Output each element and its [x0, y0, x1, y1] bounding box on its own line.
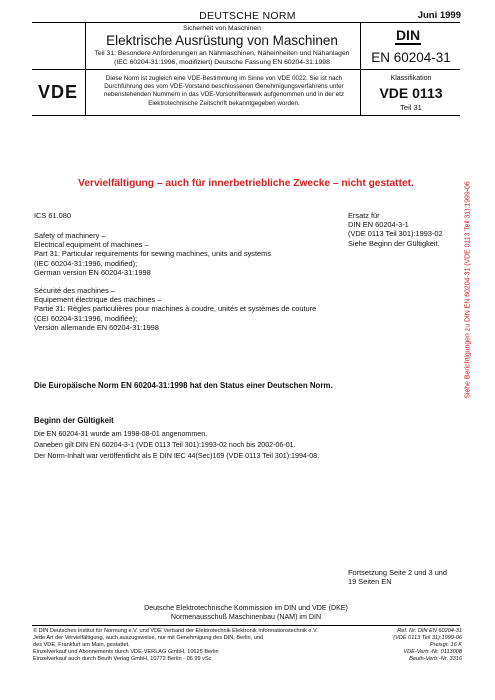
din-logo-text: DIN — [395, 27, 421, 43]
validity-line: Der Norm-Inhalt war veröffentlicht als E DIN IEC 44(Sec)169 (VDE 0113 Teil 301):1994-08. — [34, 452, 320, 460]
footer-ref-line: Preisgr. 16 K — [429, 642, 462, 648]
ics-code: ICS 61.080 — [34, 211, 71, 220]
footer-ref-line: VDE-Vertr.-Nr. 0113008 — [403, 649, 462, 655]
french-title-line: Version allemande EN 60204-31:1998 — [34, 322, 159, 332]
committee-line: Deutsche Elektrotechnische Kommission im DIN und VDE (DKE) — [144, 604, 348, 612]
classification-label: Klassifikation — [390, 75, 432, 82]
continuation-line: 19 Seiten EN — [348, 577, 392, 587]
status-statement: Die Europäische Norm EN 60204-31:1998 hat den Status einer Deutschen Norm. — [34, 381, 333, 390]
french-title-line: Sécurité des machines – — [34, 286, 115, 295]
english-title-line: Safety of machinery – — [34, 231, 106, 240]
footer-line: Einzelverkauf und Abonnements durch VDE-VERLAG GmbH, 10625 Berlin — [33, 649, 219, 655]
replacement-line: DIN EN 60204-3-1 — [348, 220, 409, 230]
replacement-line: Ersatz für — [348, 211, 380, 220]
footer-line: des VDE, Frankfurt am Main, gestattet. — [33, 642, 130, 648]
vde-note-line: Elektrotechnische Zeitschrift bekanntgegeben worden. — [148, 99, 300, 107]
english-title-line: German version EN 60204-31:1998 — [34, 267, 151, 277]
reference-footer — [372, 628, 462, 663]
validity-line: Daneben gilt DIN EN 60204-3-1 (VDE 0113 Teil 301):1993-02 noch bis 2002-06-01. — [34, 441, 296, 449]
vde-logo-text: VDE — [37, 82, 78, 102]
committee-line: Normenausschuß Maschinenbau (NAM) im DIN — [170, 613, 322, 621]
english-title-block — [34, 231, 334, 277]
footer-line: © DIN Deutsches Institut für Normung e.V. und VDE Verband der Elektrotechnik Elektronik Informationstechnik e.V. — [33, 628, 318, 634]
en-standard-number: EN 60204-31 — [371, 50, 451, 65]
corrigenda-side-text: Siehe Berichtigungen zu DIN EN 60204-31 (VDE 0113 Teil 31):1999-06 — [464, 181, 472, 399]
vde-classification-number: VDE 0113 — [379, 85, 443, 101]
document-subtitle — [85, 49, 359, 67]
publication-date: Juni 1999 — [417, 10, 461, 21]
vde-note-line: Diese Norm ist zugleich eine VDE-Bestimmung im Sinne von VDE 0022. Sie ist nach — [105, 75, 343, 82]
din-logo-underline — [395, 43, 421, 45]
vde-note-line: Durchführung des vom VDE-Vorstand beschlossenen Genehmigungsverfahrens unter — [104, 83, 344, 91]
english-title-line: (IEC 60204-31:1996, modified); — [34, 258, 138, 268]
french-title-block — [34, 286, 354, 332]
document-title: Elektrische Ausrüstung von Maschinen — [106, 33, 338, 48]
subtitle-line: Teil 31: Besondere Anforderungen an Nähmaschinen, Näheinheiten und Nähanlagen — [94, 50, 350, 57]
replacement-line: Siehe Beginn der Gültigkeit. — [348, 238, 440, 248]
replacement-line: (VDE 0113 Teil 301):1993-02 — [348, 229, 443, 239]
subtitle-line: (IEC 60204-31:1996, modifiziert) Deutsche Fassung EN 60204-31:1998 — [114, 59, 330, 66]
norm-type-label: DEUTSCHE NORM — [199, 10, 296, 22]
divider — [32, 115, 460, 116]
english-title-line: Part 31: Particular requirements for sewing machines, units and systems — [34, 249, 272, 259]
replacement-info — [348, 211, 468, 248]
continuation-note — [348, 568, 458, 586]
continuation-line: Fortsetzung Seite 2 und 3 und — [348, 568, 448, 577]
footer-ref-line: Beuth-Vertr.-Nr. 3316 — [409, 656, 462, 662]
divider — [32, 625, 460, 626]
footer-line: Einzelverkauf auch durch Beuth Verlag GmbH, 10772 Berlin · 06 99 vSc — [33, 656, 212, 662]
french-title-line: (CEI 60204-31:1996, modifiée); — [34, 313, 138, 323]
vde-note — [91, 75, 357, 108]
validity-heading: Beginn der Gültigkeit — [34, 416, 114, 425]
copyright-footer — [33, 628, 373, 663]
french-title-line: Partie 31: Règles particulières pour machines à coudre, unités et systèmes de couture — [34, 304, 317, 314]
din-logo — [393, 29, 423, 45]
vde-logo — [33, 83, 83, 101]
english-title-line: Electrical equipment of machines – — [34, 240, 149, 250]
footer-ref-line: Ref. Nr. DIN EN 60204-31 — [397, 628, 462, 634]
footer-ref-line: (VDE 0113 Teil 31):1999-06 — [393, 635, 462, 641]
french-title-line: Equipement électrique des machines – — [34, 295, 162, 305]
title-series: Sicherheit von Maschinen — [183, 25, 261, 32]
committee-info — [32, 604, 460, 622]
vde-note-line: nebenstehenden Nummern in das VDE-Vorschriftenwerk aufgenommen und in der etz — [103, 91, 345, 99]
reproduction-warning: Vervielfältigung – auch für innerbetriebliche Zwecke – nicht gestattet. — [78, 178, 414, 189]
vde-part: Teil 31 — [400, 103, 422, 112]
validity-line: Die EN 60204-31 wurde am 1998-08-01 angenommen. — [34, 430, 208, 438]
footer-line: Jede Art der Vervielfältigung, auch auszugsweise, nur mit Genehmigung des DIN, Berlin, und — [33, 635, 264, 641]
